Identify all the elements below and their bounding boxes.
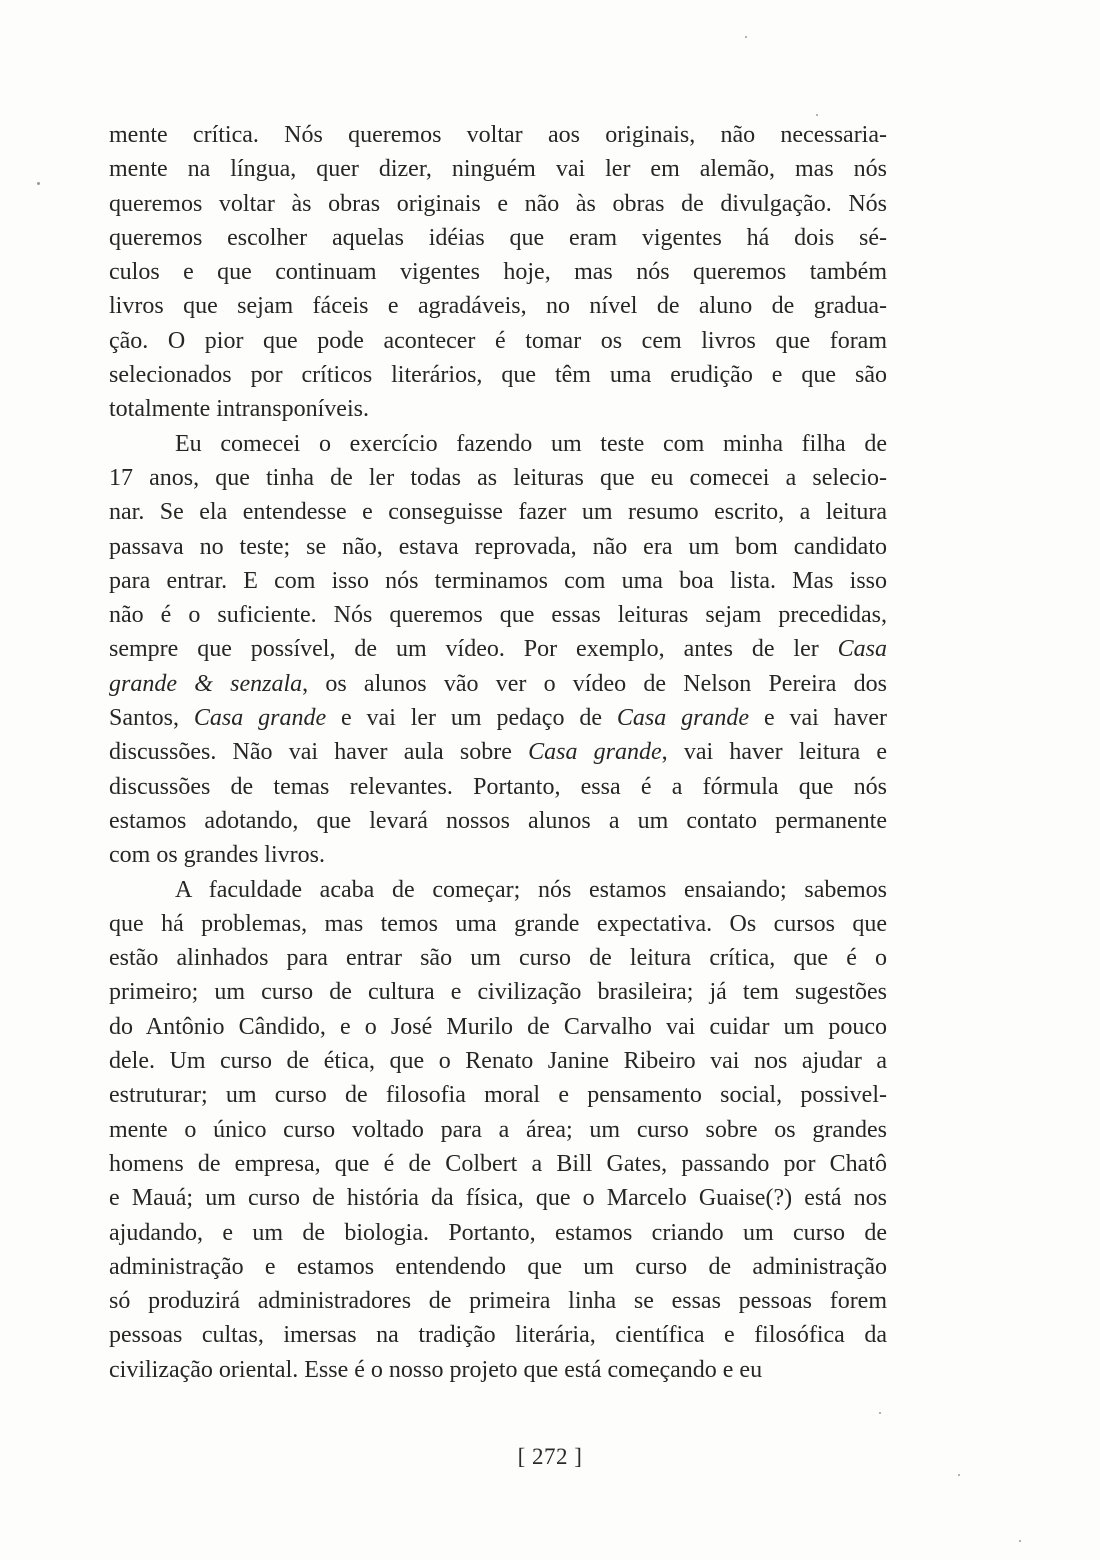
- text-run: , os alunos vão ver o vídeo de Nelson Pereira dos: [302, 670, 887, 697]
- text-line: [109, 1147, 887, 1181]
- paragraph: [109, 118, 887, 427]
- text-run: estamos adotando, que levará nossos alunos a um contato permanente: [109, 807, 887, 834]
- text-run: Santos,: [109, 705, 194, 732]
- text-run: pessoas cultas, imersas na tradição literária, científica e filosófica da: [109, 1322, 887, 1349]
- text-line: [109, 1250, 887, 1284]
- scan-speck: [816, 114, 818, 116]
- text-line: [109, 1010, 887, 1044]
- text-line: [109, 289, 887, 323]
- text-line: [109, 530, 887, 564]
- text-line: [109, 1044, 887, 1078]
- paragraph: [109, 427, 887, 873]
- text-line: [109, 1216, 887, 1250]
- text-run: não é o suficiente. Nós queremos que essas leituras sejam precedidas,: [109, 602, 887, 629]
- text-run: civilização oriental. Esse é o nosso projeto que está começando e eu: [109, 1356, 763, 1383]
- text-run: sempre que possível, de um vídeo. Por exemplo, antes de ler: [109, 636, 838, 663]
- text-run: homens de empresa, que é de Colbert a Bill Gates, passando por Chatô: [109, 1150, 887, 1177]
- text-run: livros que sejam fáceis e agradáveis, no nível de aluno de gradua-: [109, 293, 887, 320]
- text-run: queremos escolher aquelas idéias que eram vigentes há dois sé-: [109, 224, 887, 251]
- italic-title: Casa grande: [193, 705, 327, 732]
- text-line: [109, 667, 887, 701]
- text-line: [109, 701, 887, 735]
- text-run: dele. Um curso de ética, que o Renato Janine Ribeiro vai nos ajudar a: [109, 1048, 887, 1075]
- text-run: queremos voltar às obras originais e não às obras de divulgação. Nós: [109, 190, 887, 217]
- text-run: que há problemas, mas temos uma grande expectativa. Os cursos que: [109, 910, 887, 937]
- text-line: [109, 1284, 887, 1318]
- text-line: [109, 941, 887, 975]
- text-line: [109, 632, 887, 666]
- italic-title: grande & senzala: [109, 670, 303, 697]
- text-run: e vai haver: [749, 705, 888, 732]
- text-run: e Mauá; um curso de história da física, que o Marcelo Guaise(?) está nos: [109, 1185, 887, 1212]
- text-run: estão alinhados para entrar são um curso de leitura crítica, que é o: [109, 945, 887, 972]
- text-line: [109, 118, 887, 152]
- text-line: [109, 324, 887, 358]
- scan-speck: [37, 182, 40, 185]
- paragraph: [109, 873, 887, 1387]
- text-run: mente crítica. Nós queremos voltar aos originais, não necessaria-: [109, 122, 887, 148]
- italic-title: Casa grande: [528, 739, 662, 766]
- text-run: 17 anos, que tinha de ler todas as leituras que eu comecei a selecio-: [109, 464, 887, 491]
- scan-speck: [745, 36, 747, 38]
- text-line: [109, 838, 887, 872]
- text-run: estruturar; um curso de filosofia moral e pensamento social, possivel-: [109, 1082, 887, 1109]
- text-run: ajudando, e um de biologia. Portanto, estamos criando um curso de: [109, 1219, 887, 1246]
- scan-speck: [958, 1474, 960, 1476]
- text-line: [109, 221, 887, 255]
- text-run: só produzirá administradores de primeira linha se essas pessoas forem: [109, 1288, 887, 1315]
- text-run: totalmente intransponíveis.: [109, 396, 369, 423]
- text-line: [109, 873, 887, 907]
- text-run: primeiro; um curso de cultura e civilização brasileira; já tem sugestões: [109, 979, 887, 1006]
- text-line: [109, 804, 887, 838]
- text-run: selecionados por críticos literários, que têm uma erudição e que são: [109, 362, 887, 389]
- text-run: ção. O pior que pode acontecer é tomar os cem livros que foram: [109, 327, 887, 354]
- text-run: culos e que continuam vigentes hoje, mas nós queremos também: [109, 259, 887, 286]
- text-line: [109, 461, 887, 495]
- text-line: [109, 427, 887, 461]
- text-line: [109, 975, 887, 1009]
- scan-speck: [879, 1412, 881, 1414]
- text-run: Eu comecei o exercício fazendo um teste com minha filha de: [175, 430, 887, 457]
- text-run: para entrar. E com isso nós terminamos com uma boa lista. Mas isso: [109, 567, 887, 594]
- text-line: [109, 598, 887, 632]
- text-line: [109, 1078, 887, 1112]
- text-run: A faculdade acaba de começar; nós estamos ensaiando; sabemos: [175, 876, 887, 903]
- text-line: [109, 907, 887, 941]
- text-run: com os grandes livros.: [109, 842, 325, 869]
- text-run: e vai ler um pedaço de: [326, 705, 617, 732]
- text-run: mente na língua, quer dizer, ninguém vai ler em alemão, mas nós: [109, 156, 887, 183]
- text-run: discussões de temas relevantes. Portanto, essa é a fórmula que nós: [109, 773, 887, 800]
- text-line: [109, 1113, 887, 1147]
- text-line: [109, 187, 887, 221]
- italic-title: Casa: [837, 636, 887, 663]
- scan-speck: [1019, 1540, 1021, 1542]
- text-run: do Antônio Cândido, e o José Murilo de Carvalho vai cuidar um pouco: [109, 1013, 887, 1040]
- text-line: [109, 564, 887, 598]
- text-line: [109, 1318, 887, 1352]
- text-line: [109, 392, 887, 426]
- text-line: [109, 1353, 887, 1387]
- text-line: [109, 255, 887, 289]
- page-number: [ 272 ]: [517, 1444, 583, 1469]
- text-run: , vai haver leitura e: [661, 739, 888, 766]
- text-run: discussões. Não vai haver aula sobre: [109, 739, 529, 766]
- text-run: passava no teste; se não, estava reprovada, não era um bom candidato: [109, 533, 887, 560]
- body-text: [109, 118, 887, 1387]
- text-run: nar. Se ela entendesse e conseguisse fazer um resumo escrito, a leitura: [109, 499, 887, 526]
- text-line: [109, 152, 887, 186]
- text-line: [109, 770, 887, 804]
- text-line: [109, 495, 887, 529]
- text-line: [109, 735, 887, 769]
- italic-title: Casa grande: [616, 705, 750, 732]
- text-line: [109, 358, 887, 392]
- text-run: mente o único curso voltado para a área; um curso sobre os grandes: [109, 1116, 887, 1143]
- text-line: [109, 1181, 887, 1215]
- text-run: administração e estamos entendendo que um curso de administração: [109, 1253, 887, 1280]
